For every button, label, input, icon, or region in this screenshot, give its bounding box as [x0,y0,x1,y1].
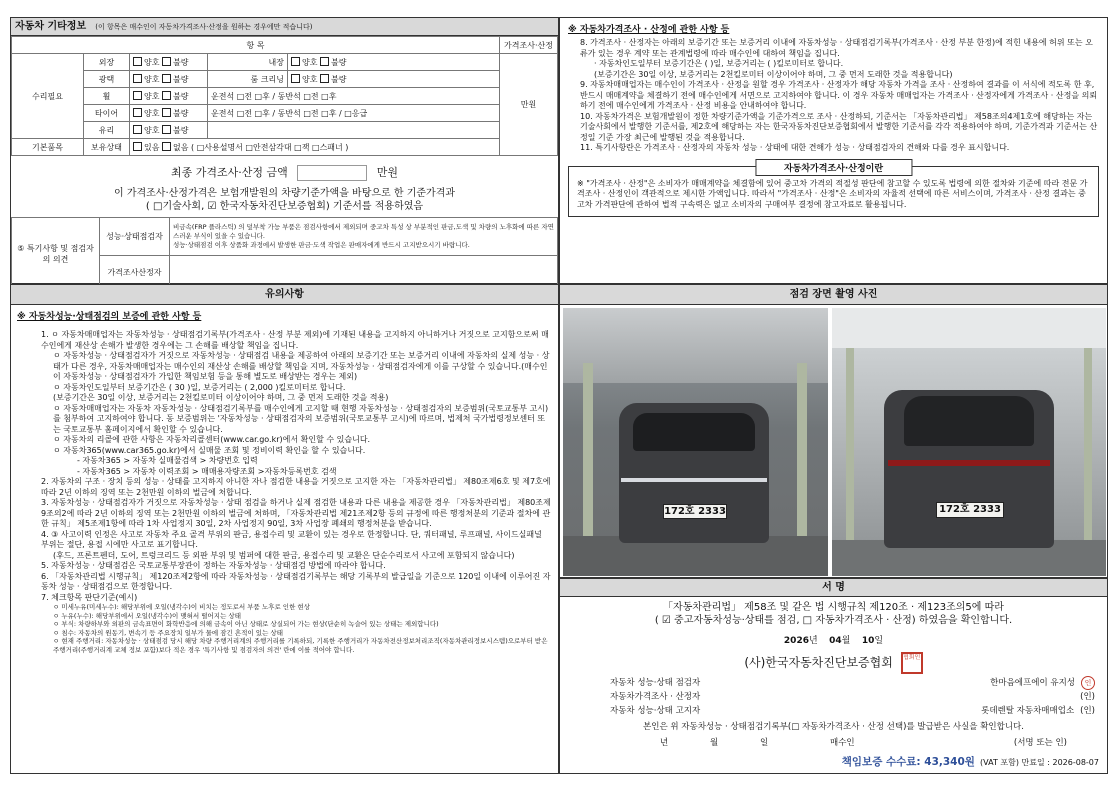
notes-header: 유의사항 [11,285,558,305]
note-item: ㅇ 자동차의 리콜에 관한 사항은 자동차리콜센터(www.car.go.kr)에서 확인할 수 있습니다. [53,435,371,444]
appraisal-item: (보증기간은 30일 이상, 보증거리는 2천킬로미터 이상이어야 하며, 그 중 먼저 도래한 것을 적용합니다) [594,69,953,79]
other-info-header [11,18,558,36]
opinion-table [11,217,558,290]
inspector-notes [170,218,558,256]
final-price-input[interactable] [297,165,367,181]
appraisal-item: 9. 자동차매매업자는 매수인이 가격조사 · 산정을 원할 경우 가격조사 · 산정자가 해당 자동차 가격을 조사 · 산정하여 결과를 이 서식에 적도록 한 후, 반드시 매매계약을 체결하기 전에 매수인에게 서면으로 고지하여야 합니다. 이 경우 자동차 매매업자는 가격조사 · 산정자에게 가격조사 · 산정을 의뢰하기 전에 매수인에게 가격조사 · 산정 비용을 안내하여야 합니다. [580,80,1098,110]
buyer-sign[interactable]: (서명 또는 인) [1013,738,1067,748]
front-car-photo [563,308,828,576]
signature-section [559,578,1108,774]
appraisal-box-text: ※ "가격조사 · 산정"은 소비자가 매매계약을 체결함에 있어 중고차 가격의 적절성 판단에 참고할 수 있도록 법령에 의한 절차와 기준에 따라 전문 가격조사 · 산정인이 객관적으로 제시한 가액입니다. 따라서 "가격조사 · 산정"은 소비자의 자율적 선택에 따른 서비스이며, 가격조사 · 산정 결과는 중고차 가격판단에 관하여 법적 구속력은 없고 소비자의 구매여부 결정에 참고자료로 활용됩니다. [577,178,1088,209]
checkbox-pair[interactable]: 양호 불량 [130,122,208,139]
row-label: 외장 [84,54,130,71]
inspector-label: 성능·상태점검자 [100,218,170,256]
basic-items[interactable]: 있음 없음 ( □사용설명서 □안전삼각대 □잭 □스패너 ) [130,139,500,156]
issue-date: 2026년 04월 10일 [783,636,884,646]
checkbox-pair[interactable]: 양호 불량 [288,54,500,71]
criteria-item: ㅇ 부식: 차량하부와 외판의 금속표면이 화학반응에 의해 금속이 아닌 상태로 상실되어 가는 현상(단순히 녹슬어 있는 상태는 제외합니다) [53,620,439,628]
buyer-day: 일 [760,738,769,748]
criteria-item: ㅇ 침수: 자동차의 원동기, 변속기 등 주요장치 일부가 물에 잠긴 흔적이 있는 상태 [53,628,283,637]
criteria-item: ㅇ 미세누유(미세누수): 해당부위에 오일(냉각수)이 비치는 정도로서 부품 노후로 인한 현상 [53,603,310,611]
note-item: 6. 「자동차관리법 시행규칙」 제120조제2항에 따라 자동차성능 · 상태점검기록부는 해당 기록부의 발급일을 기준으로 120일 이내에 이루어진 자동차 성능 · 상태점검으로 한정합니다. [41,571,551,591]
row-label: 광택 [84,71,130,88]
appraisal-box [568,163,1099,218]
rear-plate: 172호 2333 [936,502,1004,518]
note-item: 2. 자동차의 구조 · 장치 등의 성능 · 상태를 고지하지 아니한 자나 점검한 내용을 거짓으로 고지한 자는 「자동차관리법」 제80조제6호 및 제7호에 따라 2년 이하의 징역 또는 2천만원 이하의 벌금에 처합니다. [41,477,551,497]
col-price: 가격조사·산정 [500,37,558,54]
signature-header: 서 명 [560,579,1107,597]
row-label: 유리 [84,122,130,139]
other-info-subtitle: (이 항목은 매수인이 자동차가격조사·산정을 원하는 경우에만 적습니다) [95,23,313,31]
appraisal-item: 10. 자동차가격은 보험개발원이 정한 차량기준가액을 기준가격으로 조사 · 산정하되, 기준서는 「자동차관리법」 제58조의4제1호에 해당하는 자는 기술사회에서 발행한 기준서를, 제2호에 해당하는 자는 한국자동차진단보증협회에서 발행한 기준서를 각각 적용하여야 하며, 기준가격과 기준서는 산정일 기준 가장 최근에 발행된 것을 적용합니다. [580,111,1098,142]
basis-text [11,187,558,213]
signer-seal: 인 [1081,676,1095,690]
checkbox-pair[interactable]: 양호 불량 [130,88,208,105]
association-name: (사)한국자동차진단보증협회 [744,655,893,670]
other-info-title: 자동차 기타정보 [15,21,87,32]
appraiser-label: 가격조사산정자 [100,256,170,290]
final-price-unit: 만원 [376,166,398,179]
signer-mark: (인) [1080,706,1095,716]
signer-label: 자동차 성능·상태 고지자 [610,706,701,716]
signer-row [610,690,1095,704]
confirm-line: 「자동차관리법」 제58조 및 같은 법 시행규칙 제120조 · 제123조의5에 따라 [663,602,1004,613]
fee-label: 책임보증 수수료: 43,340원 [841,756,975,768]
checkbox-pair[interactable]: 양호 불량 [130,54,208,71]
fee-line [560,750,1107,769]
notes-section [10,284,559,774]
basic-label: 기본품목 [12,139,84,156]
confirm-line: ( ☑ 중고자동차성능·상태를 점검, □ 자동차가격조사 · 산정) 하였음을 확인합니다. [654,615,1013,626]
criteria-list [41,603,552,654]
tire-position[interactable]: 운전석 □전 □후 / 동반석 □전 □후 / □응급 [208,105,500,122]
row-label: 내장 [208,54,288,71]
criteria-item: ㅇ 누유(누수): 해당부위에서 오일(냉각수)이 맺혀서 떨어지는 상태 [53,611,241,620]
photos-header: 점검 장면 촬영 사진 [560,285,1107,305]
note-item: 3. 자동차성능 · 상태점검자가 거짓으로 자동차성능 · 상태 점검을 하거나 실제 점검한 내용과 다른 내용을 제공한 경우 「자동차관리법」 제80조제9조의2에 따라 2년 이하의 징역 또는 2천만원 이하의 벌금에 처하며, 「자동차관리법 제21조제2항 등의 규정에 따른 행정처분의 기준과 절차에 관한 규칙」 제5조제1항에 따라 1차 사업정지 30일, 2차 사업정지 90일, 3차 사업장 폐쇄의 행정처분을 받습니다. [41,498,551,528]
wheel-position[interactable]: 운전석 □전 □후 / 동반석 □전 □후 [208,88,500,105]
col-item: 항 목 [12,37,500,54]
appraisal-item: 11. 특기사항란은 가격조사 · 산정자의 자동차 성능 · 상태에 대한 견해가 성능 · 상태점검자의 견해와 다를 경우 표시합니다. [580,143,1010,152]
signer-value: 롯데렌탈 자동차매매업소 [981,706,1075,716]
final-price-label: 최종 가격조사·산정 금액 [170,166,288,179]
notes-title: ※ 자동차성능·상태점검의 보증에 관한 사항 등 [17,312,202,322]
note-item: ㅇ 자동차365(www.car365.go.kr)에서 실매물 조회 및 정비이력 확인을 할 수 있습니다. [53,445,366,455]
inspector-note: 성능·상태점검 이후 상품화 과정에서 발생한 판금·도색 작업은 판매자에게 반드시 고지받으시기 바랍니다. [173,241,470,249]
row-label: 보유상태 [84,139,130,156]
note-item: 4. ③ 사고이력 인정은 사고로 자동차 주요 골격 부위의 판금, 용접수리 및 교환이 있는 경우로 한정합니다. 단, 쿼터패널, 루프패널, 사이드실패널 부위는 절단, 용접 시에만 사고로 표기합니다. [41,529,542,549]
issue-year: 2026 [783,636,809,646]
inspector-note: 비금속(FRP 플라스틱) 의 덮부착 가능 부품은 점검사항에서 제외되며 중고차 특성 상 부분적인 판금,도색 및 차량의 노후화에 따른 자연스러운 부식이 있을 수 있습니다. [173,223,554,240]
criteria-item: ㅇ 현재 주행거리: 자동차성능 · 상태점검 당시 해당 차량 주행거리계의 주행거리를 기록하되, 기록한 주행거리가 자동차전산정보처리조직(자동차관리정보시스템)으로부터 받은 주행거리(주행거리계 교체 정보 포함)보다 적은 경우 '특기사항 및 점검자의 의견' 란에 이를 적어야 합니다. [53,637,548,654]
photos-section [559,284,1108,578]
note-item: - 자동차365 > 자동차 이력조회 > 매매용자량조회 >자동차등록번호 검색 [77,466,337,476]
note-item: ㅇ 자동차성능 · 상태점검자가 거짓으로 자동차성능 · 상태점검 내용을 제공하여 아래의 보증기간 또는 보증거리 이내에 자동차의 실제 성능 · 상태가 다른 경우, 자동차매매업자는 매수인의 재산상 손해를 배상할 책임을 지며, 자동차성능 · 상태점검자에게 이를 구상할 수 있습니다.(매수인이 자동차성능 · 상태점검자가 가입한 책임보험 등을 통해 별도로 배상받는 경우는 제외) [53,351,550,381]
final-price [11,164,558,181]
issue-day: 10 [861,636,875,646]
signer-row [610,704,1095,718]
appraisal-title: ※ 자동차가격조사 · 산정에 관한 사항 등 [568,25,730,35]
checkbox-pair[interactable]: 양호 불량 [288,71,500,88]
note-item: 1. ㅇ 자동차매매업자는 자동차성능 · 상태점검기록부(가격조사 · 산정 부분 제외)에 기재된 내용을 고지하지 아니하거나 거짓으로 고지함으로써 매수인에게 재산상 손해가 발생한 경우에는 그 손해를 배상할 책임을 집니다. [41,330,549,350]
buyer-row [560,732,1107,748]
note-item: (후드, 프론트펜더, 도어, 트렁크리드 등 외판 부위 및 범퍼에 대한 판금, 용접수리 및 교환은 단순수리로서 사고에 포함되지 않습니다) [53,550,515,560]
buyer-label: 매수인 [830,738,855,748]
appraisal-items [568,38,1099,154]
signer-row [610,676,1095,690]
note-item: - 자동차365 > 자동차 실매물검색 > 차량번호 입력 [77,456,258,465]
fee-note: (VAT 포함) 만료일 : 2026-08-07 [980,758,1099,767]
row-label: 룸 크리닝 [208,71,288,88]
note-item: ㅇ 자동차인도일부터 보증기간은 ( 30 )일, 보증거리는 ( 2,000 )킬로미터로 합니다. [53,382,346,392]
issue-month: 04 [829,636,842,646]
signer-mark: (인) [1080,692,1095,702]
note-item: ㅇ 자동차매매업자는 자동차 자동차성능 · 상태점검기록부를 매수인에게 고지할 때 현행 자동차성능 · 상태점검자의 보증범위(국토교통부 고시)를 첨부하여 고지하여야 합니다. 동 보증범위는 '자동차성능 · 상태점검자의 보증범위(국토교통부 고시)에 따르며, 법제처 국가법령정보센터 또는 국토교통부 홈페이지에서 확인할 수 있습니다. [53,403,549,434]
signer-label: 자동차가격조사 · 산정자 [610,692,701,702]
repair-label: 수리필요 [12,54,84,139]
association-seal: 협회인 [901,652,923,674]
appraisal-item: 8. 가격조사 · 산정자는 아래의 보증기간 또는 보증거리 이내에 자동차성능 · 상태점검기록부(가격조사 · 산정 부분 한정)에 적힌 내용에 허위 또는 오류가 있는 경우 계약 또는 관계법령에 따라 매수인에 대하여 책임을 집니다. [580,38,1093,58]
other-info-section [10,17,559,284]
row-label: 타이어 [84,105,130,122]
front-plate: 172호 2333 [664,506,726,517]
signer-label: 자동차 성능·상태 점검자 [610,678,701,688]
signer-value: 한마음에프에이 유지성 [990,678,1075,688]
row-label: 휠 [84,88,130,105]
association-line [560,652,1107,674]
appraisal-section [559,17,1108,284]
confirm-text [560,601,1107,627]
buyer-year: 년 [660,738,669,748]
appraisal-item: · 자동차인도일부터 보증기간은 ( )일, 보증거리는 ( )킬로미터로 합니다. [594,59,844,68]
rear-car-photo [832,308,1106,576]
price-value: 만원 [500,54,558,156]
basis-line: 이 가격조사·산정가격은 보험개발원의 차량기준가액을 바탕으로 한 기준가격과 [113,188,456,199]
checkbox-pair[interactable]: 양호 불량 [130,71,208,88]
basis-line: ( □기술사회, ☑ 한국자동차진단보증협회) 기준서를 적용하였음 [145,201,424,212]
opinion-label: ⑤ 특기사항 및 점검자의 의견 [12,218,100,290]
notes-list [17,330,552,654]
signer-rows [560,674,1107,718]
note-item: 5. 자동차성능 · 상태점검은 국토교통부장관이 정하는 자동차성능 · 상태점검 방법에 따라야 합니다. [41,561,386,570]
note-item: (보증기간은 30일 이상, 보증거리는 2천킬로미터 이상이어야 하며, 그 중 먼저 도래한 것을 적용) [53,393,389,402]
note-item: 7. 체크항목 판단기준(예시) [41,592,138,602]
checkbox-pair[interactable]: 양호 불량 [130,105,208,122]
receipt-text: 본인은 위 자동차성능 · 상태점검기록부(□ 자동차가격조사 · 산정 선택)를 발급받은 사실을 확인합니다. [643,722,1024,732]
other-info-table [11,36,558,156]
appraisal-box-title: 자동차가격조사·산정이란 [755,159,912,176]
buyer-month: 월 [710,738,719,748]
